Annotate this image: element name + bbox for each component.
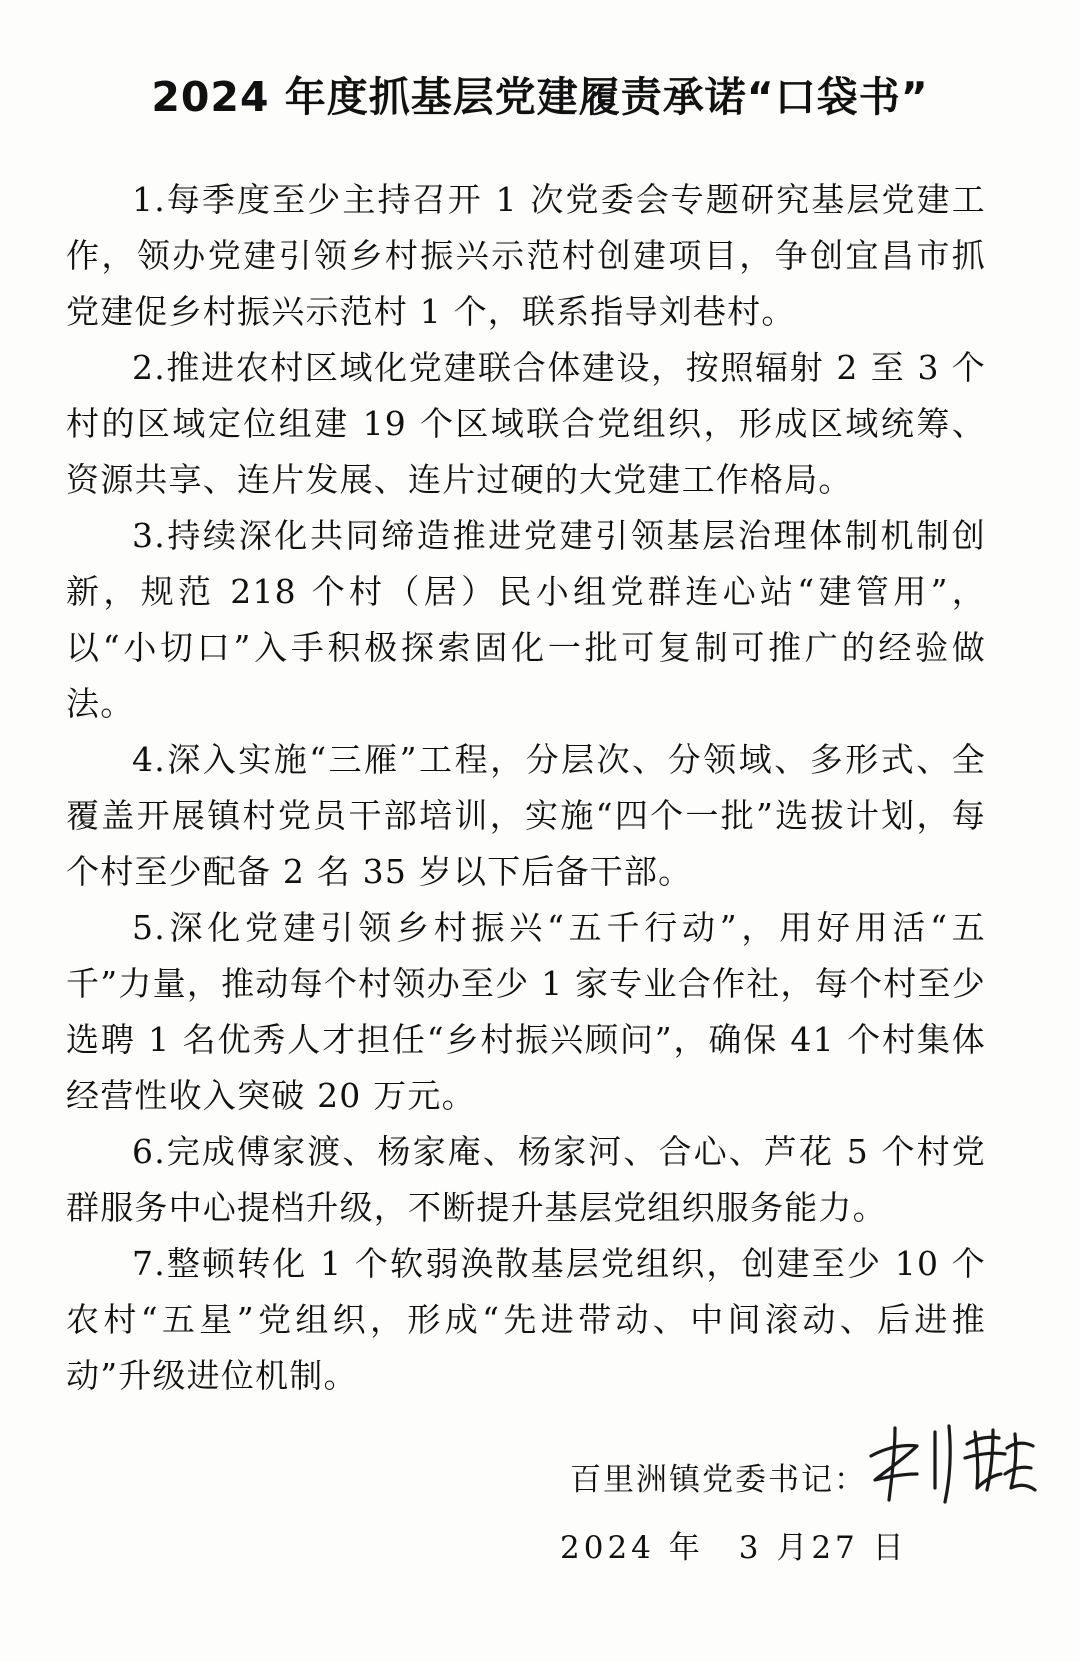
commitment-item-6: 6.完成傅家渡、杨家庵、杨家河、合心、芦花 5 个村党群服务中心提档升级，不断提升基层党组织服务能力。 — [66, 1132, 986, 1227]
commitment-item-7: 7.整顿转化 1 个软弱涣散基层党组织，创建至少 10 个农村“五星”党组织，形成“先进带动、中间滚动、后进推动”升级进位机制。 — [66, 1244, 986, 1395]
document-title: 2024 年度抓基层党建履责承诺“口袋书” — [151, 73, 929, 121]
signatory-title: 百里洲镇党委书记： — [570, 1462, 867, 1498]
commitment-item-4: 4.深入实施“三雁”工程，分层次、分领域、多形式、全覆盖开展镇村党员干部培训，实施“四个一批”选拔计划，每个村至少配备 2 名 35 岁以下后备干部。 — [66, 740, 986, 891]
commitment-item-5: 5.深化党建引领乡村振兴“五千行动”，用好用活“五千”力量，推动每个村领办至少 1 家专业合作社，每个村至少选聘 1 名优秀人才担任“乡村振兴顾问”，确保 41 个村集体经营性收入突破 20 万元。 — [66, 908, 986, 1115]
commitment-item-1: 1.每季度至少主持召开 1 次党委会专题研究基层党建工作，领办党建引领乡村振兴示范村创建项目，争创宜昌市抓党建促乡村振兴示范村 1 个，联系指导刘巷村。 — [66, 180, 986, 331]
document-body — [66, 172, 986, 1404]
commitment-item-3: 3.持续深化共同缔造推进党建引领基层治理体制机制创新，规范 218 个村（居）民小组党群连心站“建管用”，以“小切口”入手积极探索固化一批可复制可推广的经验做法。 — [66, 516, 986, 723]
signature-block — [560, 1418, 1050, 1578]
handwritten-signature — [865, 1418, 1040, 1508]
commitment-item-2: 2.推进农村区域化党建联合体建设，按照辐射 2 至 3 个村的区域定位组建 19 个区域联合党组织，形成区域统筹、资源共享、连片发展、连片过硬的大党建工作格局。 — [66, 348, 986, 499]
signature-date: 2024 年 3 月27 日 — [560, 1530, 908, 1566]
